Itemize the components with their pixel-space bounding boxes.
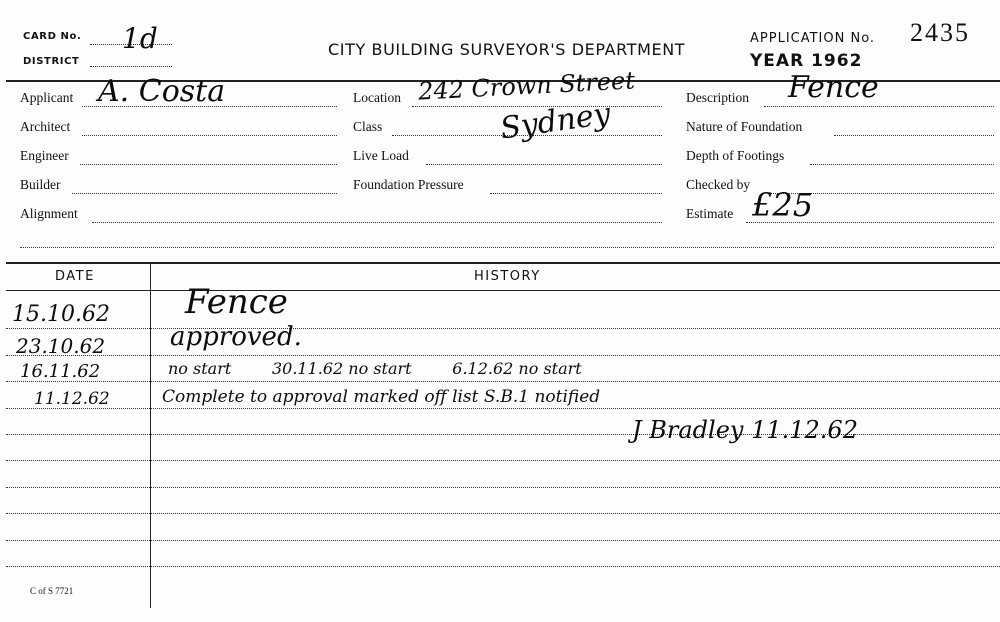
architect-label: Architect — [20, 119, 71, 134]
description-label: Description — [686, 90, 749, 105]
application-number: 2435 — [910, 18, 970, 47]
history-header-rule — [6, 290, 1000, 291]
location-value: 242 Crown Street — [417, 66, 636, 106]
application-label: APPLICATION No. — [750, 31, 876, 46]
location-label: Location — [353, 90, 401, 105]
applicant-value: A. Costa — [98, 74, 226, 109]
district-dotline — [90, 66, 172, 67]
engineer-dotline — [80, 164, 337, 165]
year-label: YEAR 1962 — [750, 51, 863, 71]
form-code: C of S 7721 — [30, 586, 74, 596]
history-row-date: 16.11.62 — [20, 361, 101, 382]
ruled-line — [6, 460, 1000, 461]
applicant-label: Applicant — [20, 90, 74, 105]
location-value-line2: Sydney — [498, 96, 613, 147]
ruled-line — [6, 513, 1000, 514]
builder-dotline — [72, 193, 337, 194]
history-row-entry: Fence — [185, 282, 288, 322]
engineer-label: Engineer — [20, 148, 69, 163]
history-row-date: 23.10.62 — [16, 334, 106, 358]
class-label: Class — [353, 119, 383, 134]
checked-by-label: Checked by — [686, 177, 751, 192]
architect-dotline — [82, 135, 337, 136]
foundation-pressure-label: Foundation Pressure — [353, 177, 464, 192]
description-dotline — [764, 106, 994, 107]
date-column-header: DATE — [55, 269, 95, 284]
foundation-pressure-dotline — [490, 193, 662, 194]
ruled-line — [6, 381, 1000, 382]
live-load-dotline — [426, 164, 662, 165]
ruled-line — [6, 566, 1000, 567]
signature-entry: J Bradley 11.12.62 — [632, 416, 858, 444]
history-row-date: 15.10.62 — [12, 302, 110, 327]
district-label: DISTRICT — [23, 56, 80, 67]
card-no-label: CARD No. — [23, 31, 82, 42]
live-load-label: Live Load — [353, 148, 409, 163]
alignment-dotline — [92, 222, 662, 223]
history-row-entry: no start 30.11.62 no start 6.12.62 no start — [168, 359, 582, 378]
nature-of-foundation-dotline — [834, 135, 994, 136]
history-row-entry: approved. — [170, 322, 302, 352]
depth-of-footings-label: Depth of Footings — [686, 148, 785, 163]
history-column-header: HISTORY — [474, 269, 541, 284]
date-column-divider — [150, 263, 151, 608]
department-title: CITY BUILDING SURVEYOR'S DEPARTMENT — [328, 40, 686, 59]
history-top-rule — [6, 262, 1000, 264]
ruled-line — [6, 408, 1000, 409]
class-dotline — [392, 135, 662, 136]
description-value: Fence — [788, 70, 879, 105]
alignment-label: Alignment — [20, 206, 78, 221]
ruled-line — [6, 487, 1000, 488]
ruled-line — [6, 355, 1000, 356]
ruled-line — [6, 328, 1000, 329]
builder-label: Builder — [20, 177, 61, 192]
estimate-value: £25 — [752, 186, 814, 224]
nature-of-foundation-label: Nature of Foundation — [686, 119, 803, 134]
blank-dotline — [20, 247, 994, 248]
estimate-label: Estimate — [686, 206, 734, 221]
ruled-line — [6, 540, 1000, 541]
depth-of-footings-dotline — [810, 164, 994, 165]
history-row-date: 11.12.62 — [34, 389, 110, 409]
card-no-value: 1d — [122, 22, 158, 55]
history-row-entry: Complete to approval marked off list S.B.1 notified — [162, 387, 601, 407]
